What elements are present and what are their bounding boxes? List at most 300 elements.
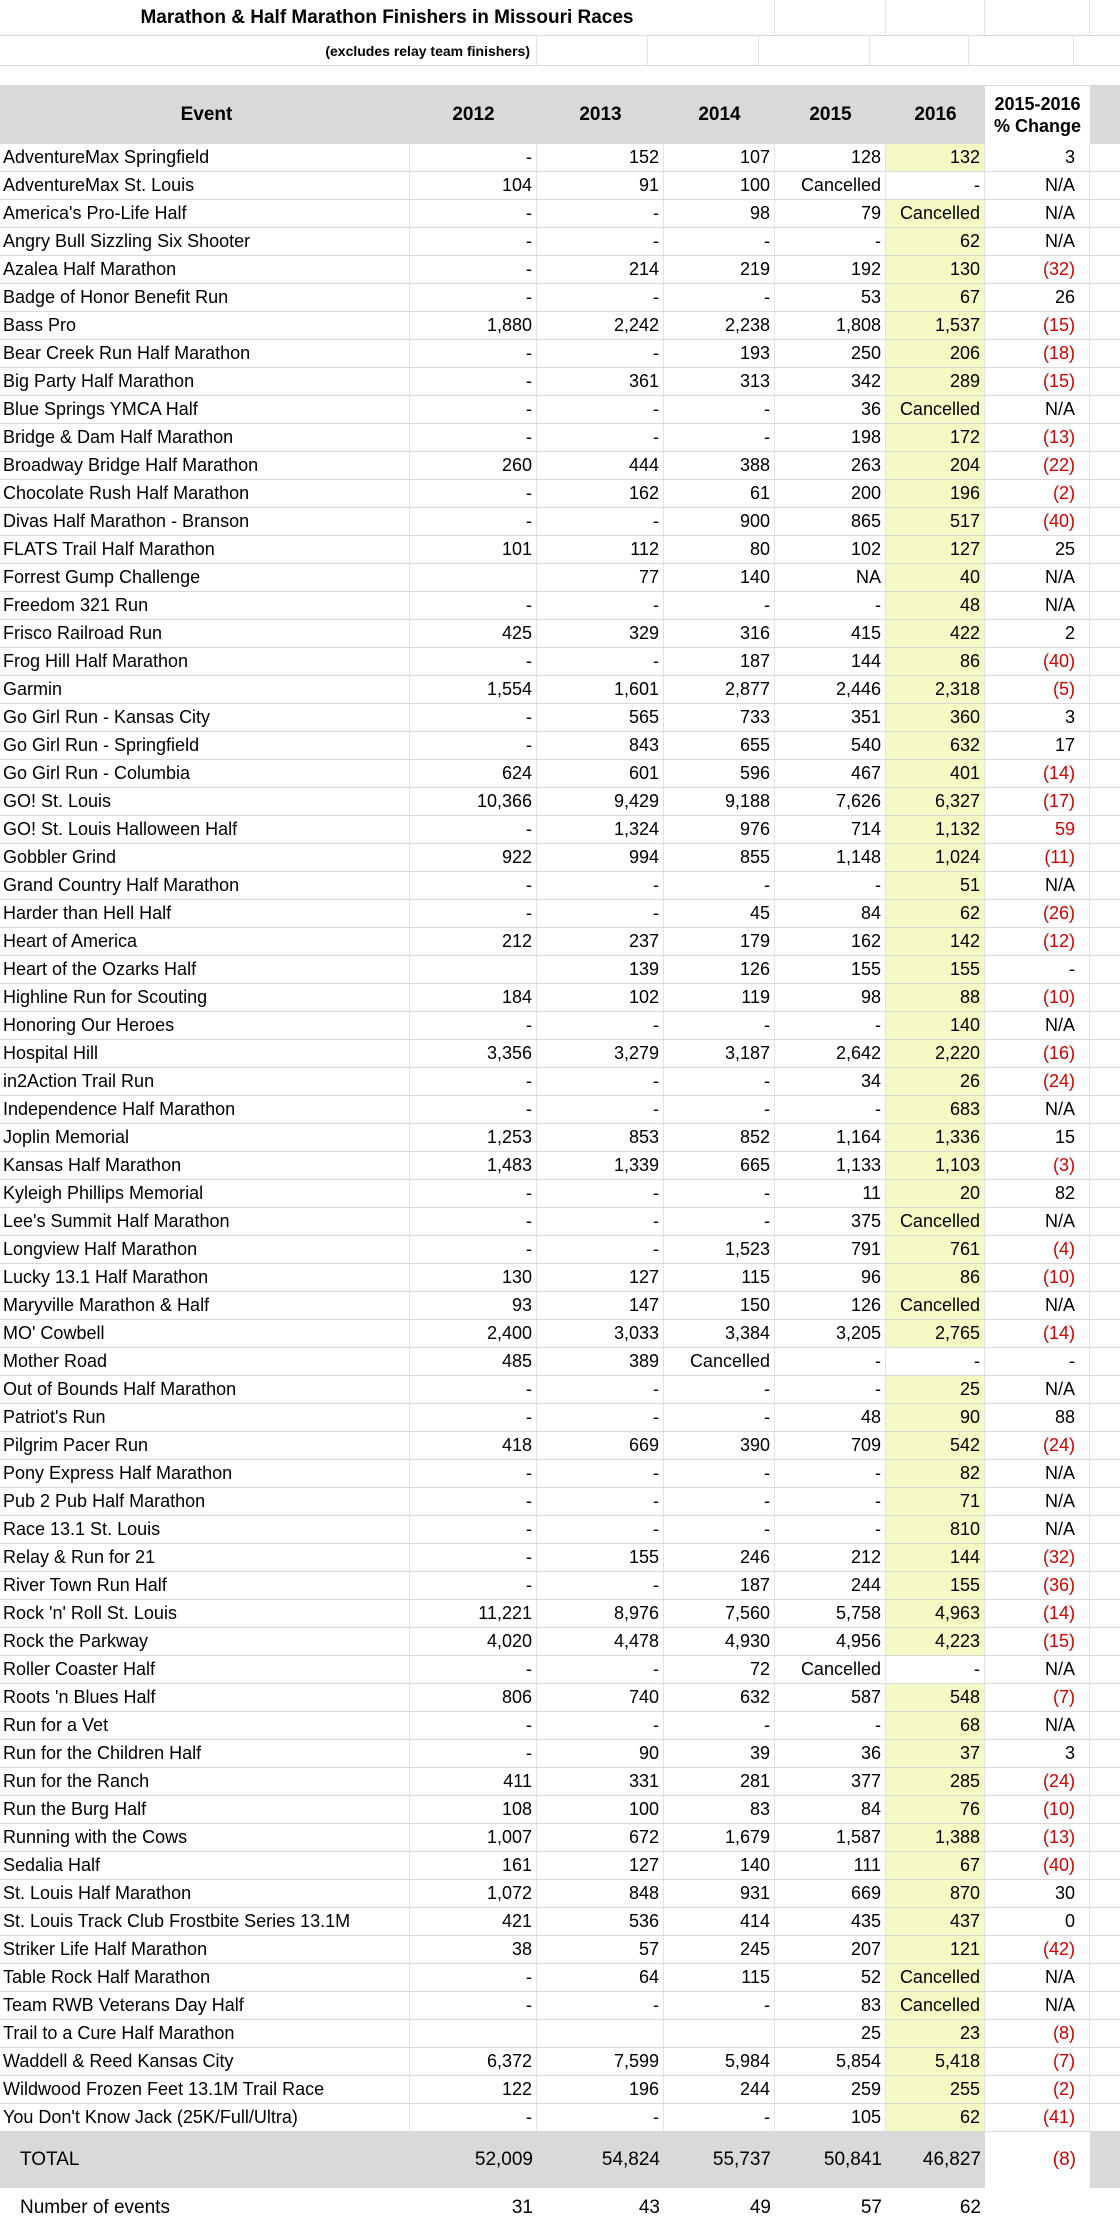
subtitle-row bbox=[0, 36, 1120, 66]
change-cell: (14) bbox=[985, 1600, 1090, 1627]
change-cell: (14) bbox=[985, 1320, 1090, 1347]
value-cell: - bbox=[537, 1236, 664, 1263]
value-cell: 36 bbox=[775, 1740, 886, 1767]
value-cell: 714 bbox=[775, 816, 886, 843]
value-cell: 1,007 bbox=[410, 1824, 537, 1851]
value-cell: 377 bbox=[775, 1768, 886, 1795]
change-cell: N/A bbox=[985, 1460, 1090, 1487]
value-cell: 155 bbox=[886, 956, 985, 983]
table-row bbox=[0, 1152, 1120, 1180]
value-cell: 11,221 bbox=[410, 1600, 537, 1627]
header-2012: 2012 bbox=[452, 104, 495, 125]
value-cell: 810 bbox=[886, 1516, 985, 1543]
value-cell: - bbox=[410, 1012, 537, 1039]
change-cell: 2 bbox=[985, 620, 1090, 647]
value-cell: 5,418 bbox=[886, 2048, 985, 2075]
value-cell: 72 bbox=[664, 1656, 775, 1683]
change-cell: 15 bbox=[985, 1124, 1090, 1151]
value-cell: 51 bbox=[886, 872, 985, 899]
change-cell: N/A bbox=[985, 872, 1090, 899]
change-cell: 26 bbox=[985, 284, 1090, 311]
value-cell: 855 bbox=[664, 844, 775, 871]
value-cell: - bbox=[664, 228, 775, 255]
value-cell: 922 bbox=[410, 844, 537, 871]
change-cell: 82 bbox=[985, 1180, 1090, 1207]
table-row bbox=[0, 844, 1120, 872]
value-cell: - bbox=[537, 1488, 664, 1515]
table-row bbox=[0, 256, 1120, 284]
value-cell: - bbox=[664, 396, 775, 423]
value-cell: 93 bbox=[410, 1292, 537, 1319]
event-name-cell: MO' Cowbell bbox=[0, 1320, 410, 1347]
value-cell: 1,808 bbox=[775, 312, 886, 339]
value-cell bbox=[664, 2020, 775, 2047]
value-cell: 2,318 bbox=[886, 676, 985, 703]
value-cell: 329 bbox=[537, 620, 664, 647]
value-cell: 5,758 bbox=[775, 1600, 886, 1627]
change-cell: N/A bbox=[985, 1096, 1090, 1123]
table-row bbox=[0, 1180, 1120, 1208]
change-cell: 17 bbox=[985, 732, 1090, 759]
value-cell: 3,033 bbox=[537, 1320, 664, 1347]
value-cell: 9,429 bbox=[537, 788, 664, 815]
value-cell: 467 bbox=[775, 760, 886, 787]
value-cell: 88 bbox=[886, 984, 985, 1011]
value-cell: 86 bbox=[886, 1264, 985, 1291]
value-cell: 184 bbox=[410, 984, 537, 1011]
event-name-cell: Longview Half Marathon bbox=[0, 1236, 410, 1263]
change-cell: N/A bbox=[985, 396, 1090, 423]
value-cell: - bbox=[537, 1992, 664, 2019]
value-cell: 5,984 bbox=[664, 2048, 775, 2075]
table-row bbox=[0, 340, 1120, 368]
value-cell: - bbox=[537, 1376, 664, 1403]
value-cell: - bbox=[410, 256, 537, 283]
table-body bbox=[0, 144, 1120, 2132]
change-cell: (32) bbox=[985, 1544, 1090, 1571]
value-cell: 4,020 bbox=[410, 1628, 537, 1655]
value-cell: 7,626 bbox=[775, 788, 886, 815]
value-cell: - bbox=[537, 1096, 664, 1123]
value-cell: 179 bbox=[664, 928, 775, 955]
table-row bbox=[0, 1628, 1120, 1656]
table-row bbox=[0, 1124, 1120, 1152]
table-row bbox=[0, 676, 1120, 704]
value-cell: 150 bbox=[664, 1292, 775, 1319]
header-change: 2015-2016 % Change bbox=[985, 86, 1090, 144]
value-cell: 20 bbox=[886, 1180, 985, 1207]
value-cell: - bbox=[410, 144, 537, 171]
table-row bbox=[0, 1544, 1120, 1572]
event-name-cell: GO! St. Louis Halloween Half bbox=[0, 816, 410, 843]
table-row bbox=[0, 1936, 1120, 1964]
value-cell: - bbox=[537, 508, 664, 535]
value-cell: - bbox=[410, 732, 537, 759]
change-cell: 59 bbox=[985, 816, 1090, 843]
value-cell: 25 bbox=[775, 2020, 886, 2047]
event-name-cell: Pub 2 Pub Half Marathon bbox=[0, 1488, 410, 1515]
value-cell: 1,072 bbox=[410, 1880, 537, 1907]
table-row bbox=[0, 1852, 1120, 1880]
value-cell: 122 bbox=[410, 2076, 537, 2103]
value-cell: 130 bbox=[886, 256, 985, 283]
value-cell: 351 bbox=[775, 704, 886, 731]
value-cell: 102 bbox=[775, 536, 886, 563]
value-cell: - bbox=[410, 424, 537, 451]
total-label: TOTAL bbox=[20, 2149, 80, 2170]
value-cell: 2,877 bbox=[664, 676, 775, 703]
value-cell: 196 bbox=[537, 2076, 664, 2103]
value-cell: 388 bbox=[664, 452, 775, 479]
event-name-cell: St. Louis Track Club Frostbite Series 13.1M bbox=[0, 1908, 410, 1935]
table-row bbox=[0, 396, 1120, 424]
value-cell: 1,601 bbox=[537, 676, 664, 703]
value-cell: 37 bbox=[886, 1740, 985, 1767]
table-row bbox=[0, 1236, 1120, 1264]
value-cell: 100 bbox=[664, 172, 775, 199]
event-name-cell: Frog Hill Half Marathon bbox=[0, 648, 410, 675]
value-cell: 865 bbox=[775, 508, 886, 535]
value-cell: 246 bbox=[664, 1544, 775, 1571]
value-cell: - bbox=[537, 648, 664, 675]
event-name-cell: Highline Run for Scouting bbox=[0, 984, 410, 1011]
value-cell: 237 bbox=[537, 928, 664, 955]
value-cell: 853 bbox=[537, 1124, 664, 1151]
value-cell: - bbox=[664, 872, 775, 899]
table-row bbox=[0, 1656, 1120, 1684]
value-cell: 3,356 bbox=[410, 1040, 537, 1067]
value-cell: 91 bbox=[537, 172, 664, 199]
value-cell: - bbox=[664, 1180, 775, 1207]
event-name-cell: Relay & Run for 21 bbox=[0, 1544, 410, 1571]
value-cell: 25 bbox=[886, 1376, 985, 1403]
value-cell: 155 bbox=[775, 956, 886, 983]
value-cell: 127 bbox=[537, 1264, 664, 1291]
value-cell: Cancelled bbox=[886, 1208, 985, 1235]
value-cell bbox=[537, 2020, 664, 2047]
events-count-row: Number of events 31 43 49 57 62 bbox=[0, 2188, 1120, 2228]
event-name-cell: Mother Road bbox=[0, 1348, 410, 1375]
value-cell: 1,880 bbox=[410, 312, 537, 339]
table-row bbox=[0, 1796, 1120, 1824]
value-cell: 76 bbox=[886, 1796, 985, 1823]
value-cell: 62 bbox=[886, 2104, 985, 2131]
event-name-cell: Go Girl Run - Springfield bbox=[0, 732, 410, 759]
event-name-cell: Run for a Vet bbox=[0, 1712, 410, 1739]
value-cell: 77 bbox=[537, 564, 664, 591]
value-cell bbox=[410, 2020, 537, 2047]
value-cell: - bbox=[775, 1516, 886, 1543]
value-cell: 421 bbox=[410, 1908, 537, 1935]
value-cell: 172 bbox=[886, 424, 985, 451]
event-name-cell: Bass Pro bbox=[0, 312, 410, 339]
change-cell: (18) bbox=[985, 340, 1090, 367]
value-cell: 1,483 bbox=[410, 1152, 537, 1179]
event-name-cell: Hospital Hill bbox=[0, 1040, 410, 1067]
change-cell: 3 bbox=[985, 144, 1090, 171]
value-cell: 672 bbox=[537, 1824, 664, 1851]
table-row bbox=[0, 1488, 1120, 1516]
event-name-cell: Big Party Half Marathon bbox=[0, 368, 410, 395]
event-name-cell: Grand Country Half Marathon bbox=[0, 872, 410, 899]
value-cell: 2,242 bbox=[537, 312, 664, 339]
event-name-cell: Angry Bull Sizzling Six Shooter bbox=[0, 228, 410, 255]
value-cell: 425 bbox=[410, 620, 537, 647]
change-cell: (32) bbox=[985, 256, 1090, 283]
event-name-cell: Team RWB Veterans Day Half bbox=[0, 1992, 410, 2019]
value-cell: 316 bbox=[664, 620, 775, 647]
table-row bbox=[0, 900, 1120, 928]
value-cell: 111 bbox=[775, 1852, 886, 1879]
table-row bbox=[0, 620, 1120, 648]
value-cell: - bbox=[410, 872, 537, 899]
change-cell: (17) bbox=[985, 788, 1090, 815]
table-row bbox=[0, 1068, 1120, 1096]
change-cell: (24) bbox=[985, 1432, 1090, 1459]
value-cell: 3,279 bbox=[537, 1040, 664, 1067]
change-cell: (10) bbox=[985, 984, 1090, 1011]
table-row bbox=[0, 200, 1120, 228]
value-cell: 259 bbox=[775, 2076, 886, 2103]
value-cell: 244 bbox=[775, 1572, 886, 1599]
value-cell: 1,024 bbox=[886, 844, 985, 871]
change-cell: 3 bbox=[985, 1740, 1090, 1767]
value-cell: - bbox=[664, 1376, 775, 1403]
value-cell: 101 bbox=[410, 536, 537, 563]
sheet-title: Marathon & Half Marathon Finishers in Missouri Races bbox=[0, 0, 775, 35]
value-cell: 255 bbox=[886, 2076, 985, 2103]
event-name-cell: Out of Bounds Half Marathon bbox=[0, 1376, 410, 1403]
table-row bbox=[0, 1432, 1120, 1460]
value-cell: - bbox=[664, 1012, 775, 1039]
value-cell: - bbox=[410, 1516, 537, 1543]
value-cell: - bbox=[410, 1488, 537, 1515]
event-name-cell: Striker Life Half Marathon bbox=[0, 1936, 410, 1963]
value-cell: 187 bbox=[664, 648, 775, 675]
table-row bbox=[0, 704, 1120, 732]
value-cell: 1,537 bbox=[886, 312, 985, 339]
value-cell: 144 bbox=[886, 1544, 985, 1571]
value-cell: 401 bbox=[886, 760, 985, 787]
value-cell: - bbox=[410, 228, 537, 255]
value-cell: - bbox=[410, 200, 537, 227]
table-row bbox=[0, 1684, 1120, 1712]
event-name-cell: St. Louis Half Marathon bbox=[0, 1880, 410, 1907]
value-cell: - bbox=[537, 284, 664, 311]
value-cell: - bbox=[537, 396, 664, 423]
value-cell: 415 bbox=[775, 620, 886, 647]
value-cell: 994 bbox=[537, 844, 664, 871]
value-cell: Cancelled bbox=[664, 1348, 775, 1375]
event-name-cell: Go Girl Run - Columbia bbox=[0, 760, 410, 787]
value-cell: 140 bbox=[886, 1012, 985, 1039]
change-cell: N/A bbox=[985, 1992, 1090, 2019]
change-cell: N/A bbox=[985, 1292, 1090, 1319]
header-2014: 2014 bbox=[698, 104, 741, 125]
value-cell: 260 bbox=[410, 452, 537, 479]
change-cell: N/A bbox=[985, 1712, 1090, 1739]
event-name-cell: Run for the Children Half bbox=[0, 1740, 410, 1767]
value-cell: 843 bbox=[537, 732, 664, 759]
event-name-cell: Run the Burg Half bbox=[0, 1796, 410, 1823]
value-cell: 62 bbox=[886, 900, 985, 927]
value-cell: 115 bbox=[664, 1264, 775, 1291]
table-row bbox=[0, 1292, 1120, 1320]
value-cell: 61 bbox=[664, 480, 775, 507]
event-name-cell: Blue Springs YMCA Half bbox=[0, 396, 410, 423]
value-cell: 82 bbox=[886, 1460, 985, 1487]
value-cell: 100 bbox=[537, 1796, 664, 1823]
value-cell: 115 bbox=[664, 1964, 775, 1991]
event-name-cell: Kyleigh Phillips Memorial bbox=[0, 1180, 410, 1207]
value-cell: 632 bbox=[886, 732, 985, 759]
value-cell: 709 bbox=[775, 1432, 886, 1459]
value-cell: 852 bbox=[664, 1124, 775, 1151]
table-row bbox=[0, 172, 1120, 200]
value-cell: - bbox=[410, 396, 537, 423]
table-row bbox=[0, 284, 1120, 312]
value-cell: 212 bbox=[775, 1544, 886, 1571]
table-row bbox=[0, 2076, 1120, 2104]
event-name-cell: Pony Express Half Marathon bbox=[0, 1460, 410, 1487]
value-cell: 140 bbox=[664, 1852, 775, 1879]
value-cell: - bbox=[410, 1992, 537, 2019]
value-cell: 250 bbox=[775, 340, 886, 367]
change-cell: N/A bbox=[985, 1516, 1090, 1543]
table-row bbox=[0, 312, 1120, 340]
value-cell: 83 bbox=[664, 1796, 775, 1823]
value-cell: 263 bbox=[775, 452, 886, 479]
value-cell bbox=[410, 564, 537, 591]
value-cell: 155 bbox=[886, 1572, 985, 1599]
change-cell: (13) bbox=[985, 424, 1090, 451]
table-row bbox=[0, 1040, 1120, 1068]
value-cell: 1,554 bbox=[410, 676, 537, 703]
table-row bbox=[0, 1320, 1120, 1348]
change-cell: N/A bbox=[985, 172, 1090, 199]
change-cell: - bbox=[985, 956, 1090, 983]
value-cell: - bbox=[537, 1208, 664, 1235]
value-cell: 187 bbox=[664, 1572, 775, 1599]
value-cell: - bbox=[537, 200, 664, 227]
value-cell: 2,765 bbox=[886, 1320, 985, 1347]
event-name-cell: Garmin bbox=[0, 676, 410, 703]
event-name-cell: Running with the Cows bbox=[0, 1824, 410, 1851]
change-cell: (7) bbox=[985, 1684, 1090, 1711]
header-2013: 2013 bbox=[579, 104, 622, 125]
value-cell: - bbox=[664, 592, 775, 619]
value-cell: 435 bbox=[775, 1908, 886, 1935]
value-cell: 1,679 bbox=[664, 1824, 775, 1851]
value-cell: - bbox=[664, 424, 775, 451]
value-cell: 414 bbox=[664, 1908, 775, 1935]
event-name-cell: Go Girl Run - Kansas City bbox=[0, 704, 410, 731]
change-cell: N/A bbox=[985, 1488, 1090, 1515]
value-cell: - bbox=[664, 1460, 775, 1487]
value-cell: 192 bbox=[775, 256, 886, 283]
value-cell: Cancelled bbox=[775, 1656, 886, 1683]
value-cell: 733 bbox=[664, 704, 775, 731]
table-row bbox=[0, 1460, 1120, 1488]
value-cell: 3,384 bbox=[664, 1320, 775, 1347]
value-cell: 196 bbox=[886, 480, 985, 507]
value-cell: 147 bbox=[537, 1292, 664, 1319]
value-cell: 121 bbox=[886, 1936, 985, 1963]
value-cell: 1,253 bbox=[410, 1124, 537, 1151]
table-row bbox=[0, 144, 1120, 172]
event-name-cell: You Don't Know Jack (25K/Full/Ultra) bbox=[0, 2104, 410, 2131]
value-cell: 67 bbox=[886, 1852, 985, 1879]
value-cell: - bbox=[537, 1012, 664, 1039]
value-cell: - bbox=[410, 1964, 537, 1991]
table-row bbox=[0, 2048, 1120, 2076]
value-cell: - bbox=[664, 1712, 775, 1739]
value-cell: 281 bbox=[664, 1768, 775, 1795]
value-cell: 162 bbox=[537, 480, 664, 507]
value-cell: 126 bbox=[775, 1292, 886, 1319]
value-cell: 83 bbox=[775, 1992, 886, 2019]
change-cell: (42) bbox=[985, 1936, 1090, 1963]
change-cell: (15) bbox=[985, 312, 1090, 339]
value-cell: 536 bbox=[537, 1908, 664, 1935]
value-cell: 2,220 bbox=[886, 1040, 985, 1067]
change-cell: (2) bbox=[985, 2076, 1090, 2103]
value-cell: Cancelled bbox=[886, 396, 985, 423]
table-row bbox=[0, 1096, 1120, 1124]
value-cell: 740 bbox=[537, 1684, 664, 1711]
value-cell: 542 bbox=[886, 1432, 985, 1459]
value-cell: 1,388 bbox=[886, 1824, 985, 1851]
value-cell: - bbox=[410, 1712, 537, 1739]
change-cell: (40) bbox=[985, 648, 1090, 675]
change-cell: 25 bbox=[985, 536, 1090, 563]
table-row bbox=[0, 1208, 1120, 1236]
value-cell: - bbox=[775, 872, 886, 899]
event-name-cell: FLATS Trail Half Marathon bbox=[0, 536, 410, 563]
value-cell: - bbox=[537, 900, 664, 927]
event-name-cell: River Town Run Half bbox=[0, 1572, 410, 1599]
header-2016: 2016 bbox=[886, 86, 985, 144]
value-cell: 214 bbox=[537, 256, 664, 283]
table-header bbox=[0, 86, 1120, 144]
value-cell: 102 bbox=[537, 984, 664, 1011]
value-cell: 1,324 bbox=[537, 816, 664, 843]
change-cell: N/A bbox=[985, 592, 1090, 619]
event-name-cell: Rock 'n' Roll St. Louis bbox=[0, 1600, 410, 1627]
value-cell: 68 bbox=[886, 1712, 985, 1739]
value-cell: 105 bbox=[775, 2104, 886, 2131]
value-cell: - bbox=[886, 1348, 985, 1375]
value-cell: 1,336 bbox=[886, 1124, 985, 1151]
change-cell: N/A bbox=[985, 1208, 1090, 1235]
value-cell: - bbox=[410, 900, 537, 927]
value-cell: 212 bbox=[410, 928, 537, 955]
table-row bbox=[0, 508, 1120, 536]
event-name-cell: Pilgrim Pacer Run bbox=[0, 1432, 410, 1459]
value-cell: - bbox=[537, 1404, 664, 1431]
table-row bbox=[0, 1264, 1120, 1292]
event-name-cell: Race 13.1 St. Louis bbox=[0, 1516, 410, 1543]
value-cell: 130 bbox=[410, 1264, 537, 1291]
event-name-cell: Chocolate Rush Half Marathon bbox=[0, 480, 410, 507]
value-cell: - bbox=[664, 1488, 775, 1515]
change-cell: 88 bbox=[985, 1404, 1090, 1431]
table-row bbox=[0, 928, 1120, 956]
value-cell: 2,446 bbox=[775, 676, 886, 703]
change-cell: (15) bbox=[985, 1628, 1090, 1655]
event-name-cell: Wildwood Frozen Feet 13.1M Trail Race bbox=[0, 2076, 410, 2103]
value-cell: 4,930 bbox=[664, 1628, 775, 1655]
